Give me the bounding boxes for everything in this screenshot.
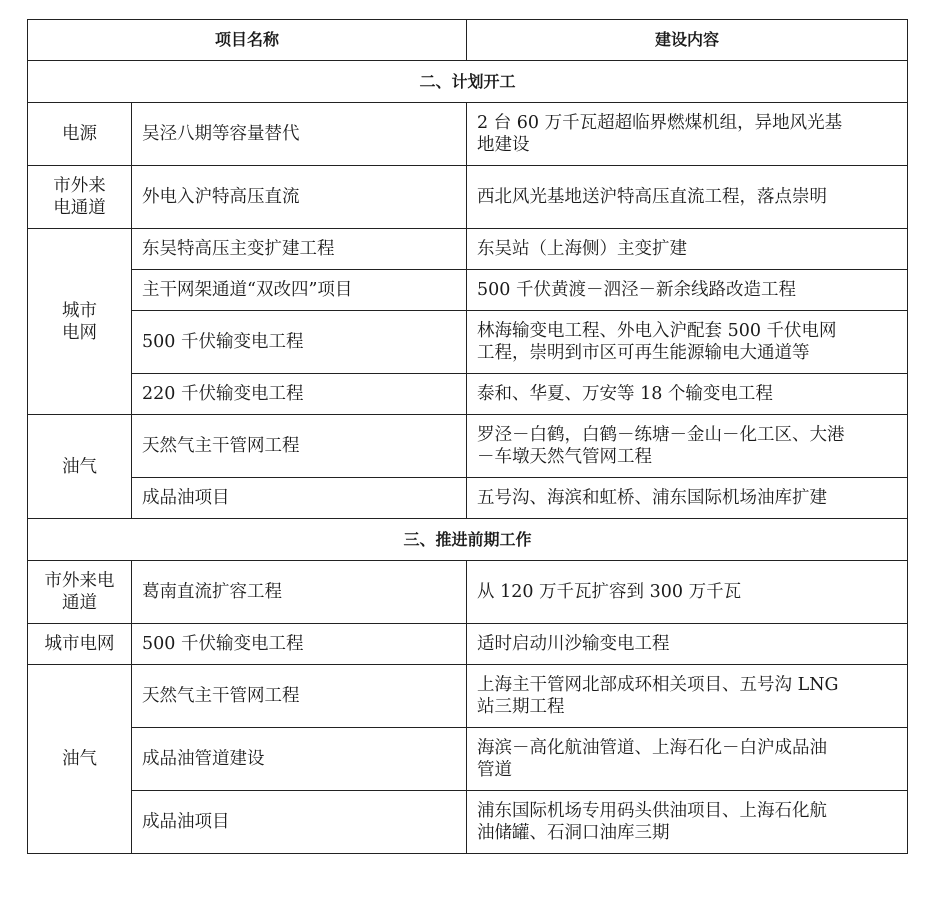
- content-cell: [467, 665, 908, 728]
- category-cell: [28, 561, 132, 624]
- table-row: [28, 728, 908, 791]
- category-line: 油气: [62, 456, 97, 477]
- table-row: [28, 311, 908, 374]
- content-cell: [467, 478, 908, 519]
- project-table: [27, 19, 908, 854]
- table-row: [28, 478, 908, 519]
- section-row: [28, 519, 908, 561]
- category-line: 电通道: [53, 198, 106, 218]
- content-cell: [467, 415, 908, 478]
- table-row: [28, 166, 908, 229]
- content-line: 西北风光基地送沪特高压直流工程，落点崇明: [477, 187, 828, 207]
- content-line: 2 台 60 万千瓦超超临界燃煤机组，异地风光基: [477, 113, 843, 133]
- content-cell: [467, 561, 908, 624]
- category-line: 市外来电: [44, 571, 115, 591]
- content-cell: [467, 624, 908, 665]
- project-name-cell: 东吴特高压主变扩建工程: [132, 229, 467, 270]
- section-row: [28, 61, 908, 103]
- table-row: [28, 103, 908, 166]
- content-cell: [467, 166, 908, 229]
- project-name-cell: 500 千伏输变电工程: [132, 624, 467, 665]
- table-row: [28, 561, 908, 624]
- category-cell: [28, 103, 132, 166]
- category-line: 电网: [62, 322, 97, 343]
- project-name-cell: 外电入沪特高压直流: [132, 166, 467, 229]
- table-row: [28, 791, 908, 854]
- table-row: [28, 374, 908, 415]
- category-line: 电源: [62, 124, 97, 144]
- category-line: 城市: [62, 300, 97, 321]
- header-project-name: 项目名称: [28, 20, 467, 61]
- content-cell: [467, 374, 908, 415]
- header-construction-content: 建设内容: [467, 20, 908, 61]
- project-name-cell: 天然气主干管网工程: [132, 415, 467, 478]
- project-name-cell: 220 千伏输变电工程: [132, 374, 467, 415]
- category-line: 通道: [62, 593, 97, 613]
- project-name-cell: 葛南直流扩容工程: [132, 561, 467, 624]
- content-cell: [467, 728, 908, 791]
- table-header-row: [28, 20, 908, 61]
- project-name-cell: 吴泾八期等容量替代: [132, 103, 467, 166]
- category-cell: [28, 229, 132, 415]
- section-title: 二、计划开工: [28, 61, 908, 103]
- content-line: 地建设: [477, 135, 530, 155]
- content-line: 管道: [477, 760, 513, 780]
- content-line: 油储罐、石洞口油库三期: [477, 823, 670, 843]
- content-line: 林海输变电工程、外电入沪配套 500 千伏电网: [477, 321, 837, 341]
- project-name-cell: 成品油项目: [132, 478, 467, 519]
- content-line: 浦东国际机场专用码头供油项目、上海石化航: [477, 801, 828, 821]
- content-cell: [467, 791, 908, 854]
- content-line: 五号沟、海滨和虹桥、浦东国际机场油库扩建: [477, 488, 828, 508]
- project-name-cell: 成品油管道建设: [132, 728, 467, 791]
- content-line: 从 120 万千瓦扩容到 300 万千瓦: [477, 582, 742, 602]
- project-name-cell: 主干网架通道“双改四”项目: [132, 270, 467, 311]
- content-line: 工程，崇明到市区可再生能源输电大通道等: [477, 343, 810, 363]
- content-cell: [467, 229, 908, 270]
- category-line: 城市电网: [44, 634, 115, 654]
- content-line: 罗泾－白鹤，白鹤－练塘－金山－化工区、大港: [477, 425, 845, 445]
- table-row: [28, 270, 908, 311]
- project-name-cell: 天然气主干管网工程: [132, 665, 467, 728]
- category-line: 市外来: [53, 176, 106, 196]
- content-line: 500 千伏黄渡－泗泾－新余线路改造工程: [477, 280, 796, 300]
- category-cell: [28, 166, 132, 229]
- table-row: [28, 665, 908, 728]
- content-line: 泰和、华夏、万安等 18 个输变电工程: [477, 384, 773, 404]
- table-row: [28, 229, 908, 270]
- content-line: 站三期工程: [477, 697, 565, 717]
- content-cell: [467, 103, 908, 166]
- section-title: 三、推进前期工作: [28, 519, 908, 561]
- category-cell: [28, 624, 132, 665]
- content-line: －车墩天然气管网工程: [477, 447, 653, 467]
- content-cell: [467, 311, 908, 374]
- content-line: 东吴站（上海侧）主变扩建: [477, 239, 688, 259]
- project-name-cell: 成品油项目: [132, 791, 467, 854]
- content-line: 上海主干管网北部成环相关项目、五号沟 LNG: [477, 675, 839, 695]
- table-row: [28, 624, 908, 665]
- content-line: 海滨－高化航油管道、上海石化－白沪成品油: [477, 738, 828, 758]
- project-name-cell: 500 千伏输变电工程: [132, 311, 467, 374]
- content-line: 适时启动川沙输变电工程: [477, 634, 670, 654]
- category-cell: [28, 665, 132, 854]
- category-line: 油气: [62, 749, 97, 769]
- content-cell: [467, 270, 908, 311]
- category-cell: [28, 415, 132, 519]
- table-row: [28, 415, 908, 478]
